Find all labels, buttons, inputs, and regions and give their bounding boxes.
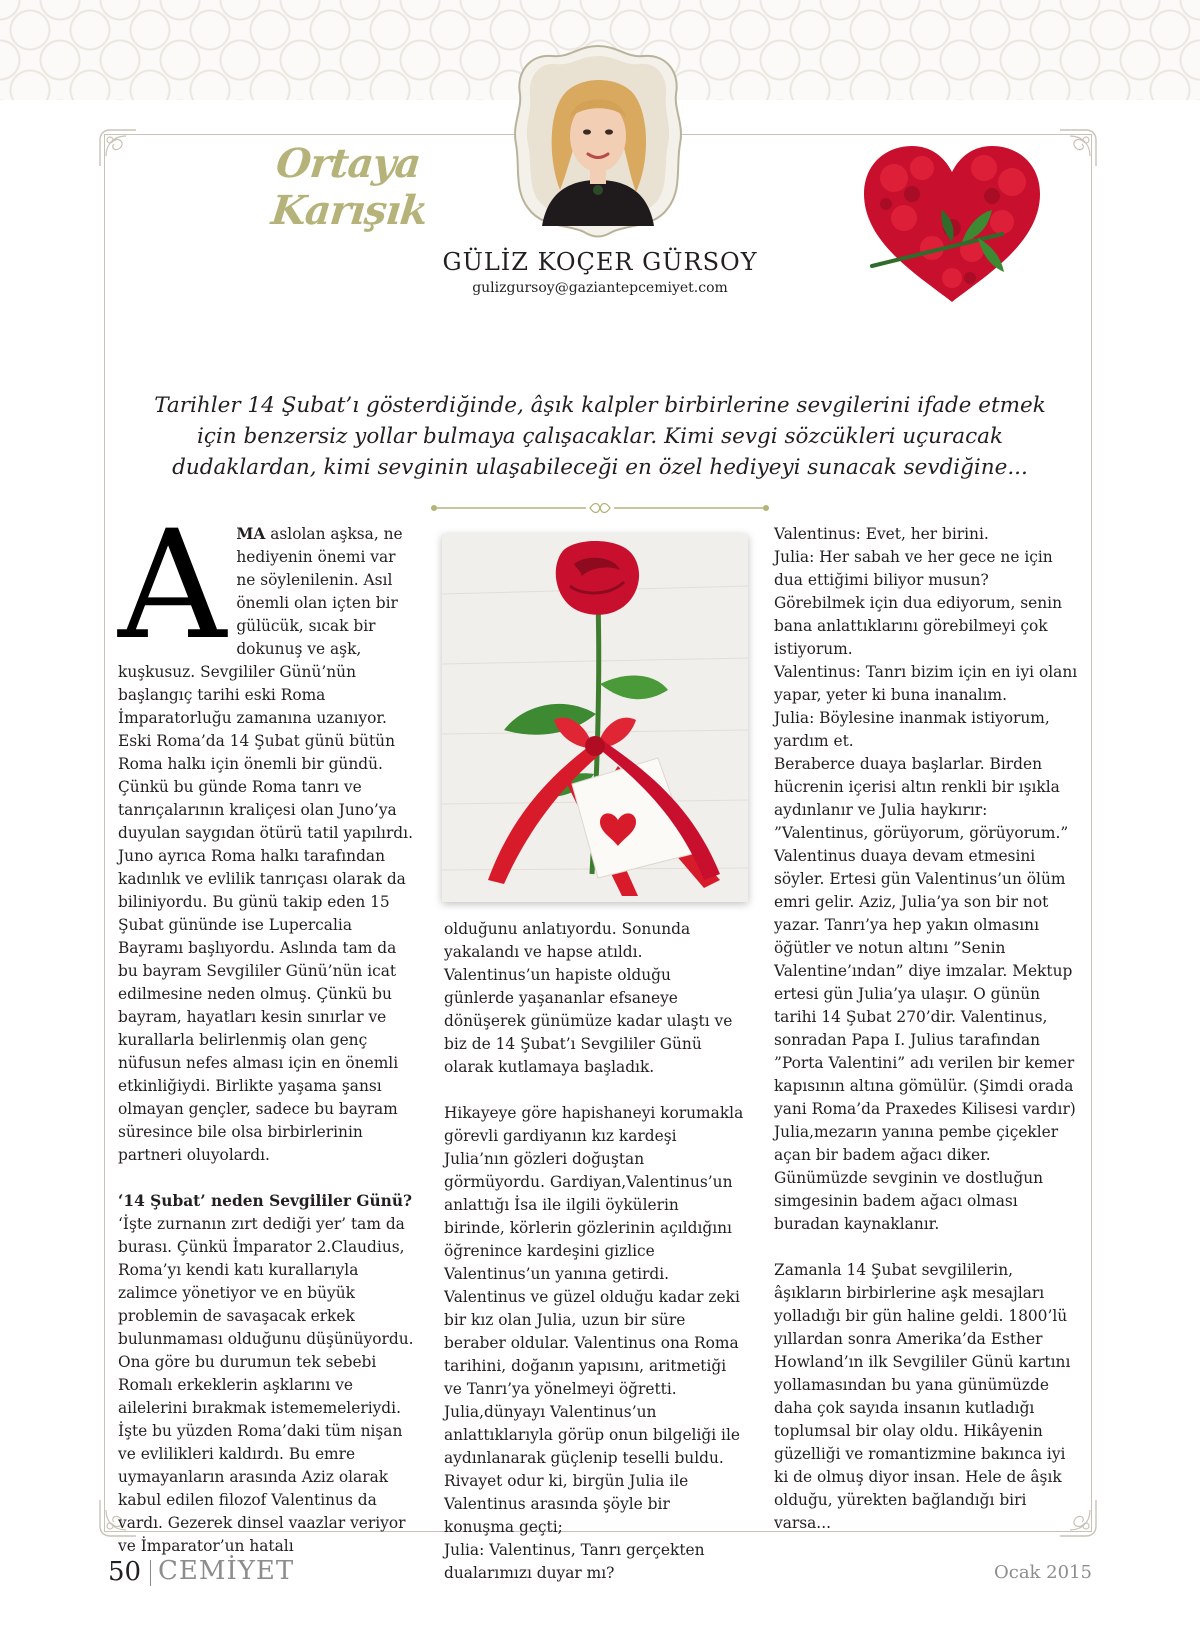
article-column-2 [444, 918, 744, 1582]
paragraph-text: aslolan aşksa, ne hediyenin önemi var ne söylenilenin. Asıl önemli olan içten bir gülücük, sıcak bir dokunuş ve aşk, kuşkusuz. Sevgililer Günü’nün başlangıç tarihi eski Roma İmparatorluğu zamanına uzanıyor. Eski Roma’da 14 Şubat günü bütün Roma halkı için önemli bir gündü. Çünkü bu günde Roma tanrı ve tanrıçalarının kraliçesi olan Juno’ya duyulan saygıdan ötürü tatil yapılırdı. Juno ayrıca Roma halkı tarafından kadınlık ve evlilik tanrıçası olarak da biliniyordu. Bu günü takip eden 15 Şubat gününde ise Lupercalia Bayramı başlıyordu. Aslında tam da bu bayram Sevgililer Günü’nün icat edilmesine neden olmuş. Çünkü bu bayram, hayatları kesin sınırlar ve kurallarla belirlenmiş olan genç nüfusun nefes alması için en önemli etkinliğiydi. Birlikte yaşama şansı olmayan gençler, sadece bu bayram süresince bile olsa birbirlerinin partneri oluyolardı. [118, 525, 413, 1164]
rose-photo [442, 534, 748, 902]
lead-word: MA [236, 525, 266, 543]
paragraph: olduğunu anlatıyordu. Sonunda yakalandı ve hapse atıldı. Valentinus’un hapiste olduğu günlerde yaşananlar efsaneye dönüşerek günümüze kadar ulaştı ve biz de 14 Şubat’ı Sevgililer Günü olarak kutlamaya başladık. [444, 920, 733, 1076]
paragraph: Julia: Böylesine inanmak istiyorum, yardım et. [774, 709, 1050, 750]
rose-petal-heart-icon [852, 138, 1052, 310]
corner-ornament-icon [96, 126, 140, 170]
paragraph: Zamanla 14 Şubat sevgililerin, âşıkların birbirlerine aşk mesajları yolladığı bir gün haline geldi. 1800’lü yıllardan sonra Amerika’da Esther Howland’ın ilk Sevgililer Günü kartını yollamasından bu yana günümüzde daha çok sayıda insanın kutladığı toplumsal bir olay oldu. Hikâyenin güzelliği ve romantizmine bakınca iyi ki de olmuş diyor insan. Hele de âşık olduğu, yürekten bağlandığı biri varsa... [774, 1261, 1071, 1532]
article-column-1 [118, 499, 418, 1555]
corner-ornament-icon [1056, 126, 1100, 170]
paragraph: ‘İşte zurnanın zırt dediği yer’ tam da burası. Çünkü İmparator 2.Claudius, Roma’yı kendi katı kurallarıyla zalimce yönetiyor ve en büyük problemin de savaşacak erkek bulunmaması olduğunu düşünüyordu. Ona göre bu durumun tek sebebi Romalı erkeklerin aşklarını ve ailelerini bırakmak istememeleriydi. İşte bu yüzden Roma’daki tüm nişan ve evlilikleri kaldırdı. Bu emre uymayanların arasında Aziz olarak kabul edilen filozof Valentinus da vardı. Gezerek dinsel vaazlar veriyor ve İmparator’un hatalı [118, 1215, 414, 1555]
paragraph: Valentinus: Tanrı bizim için en iyi olanı yapar, yeter ki buna inanalım. [774, 663, 1078, 704]
paragraph: Beraberce duaya başlarlar. Birden hücrenin içerisi altın renkli bir ışıkla aydınlanır ve Julia haykırır: ”Valentinus, görüyorum, görüyorum.” Valentinus duaya devam etmesini söyler. Ertesi gün Valentinus’un ölüm emri gelir. Aziz, Julia’ya son bir not yazar. Tanrı’ya hep yakın olmasını öğütler ve notun altını ”Senin Valentine’ından” diye imzalar. Mektup ertesi gün Julia’ya ulaşır. O günün tarihi 14 Şubat 270’dir. Valentinus, sonradan Papa I. Julius tarafından ”Porta Valentini” adı verilen bir kemer kapısının altına gömülür. (Şimdi orada yani Roma’da Praxedes Kilisesi vardır) Julia,mezarın yanına pembe çiçekler açan bir badem ağacı diker. Günümüzde sevginin ve dostluğun simgesinin badem ağacı olması buradan kaynaklanır. [774, 755, 1076, 1233]
paragraph: Hikayeye göre hapishaneyi korumakla görevli gardiyanın kız kardeşi Julia’nın gözleri doğuştan görmüyordu. Gardiyan,Valentinus’un anlattığı İsa ile ilgili öykülerin birinde, körlerin gözlerinin açıldığını öğrenince kardeşini gizlice Valentinus’un yanına getirdi. Valentinus ve güzel olduğu kadar zeki bir kız olan Julia, uzun bir süre beraber oldular. Valentinus ona Roma tarihini, doğanın yapısını, aritmetiği ve Tanrı’ya yönelmeyi öğretti. Julia,dünyayı Valentinus’un anlattıklarıyla görüp onun bilgeliği ile aydınlanarak güçlenip teselli buldu. Rivayet odur ki, birgün Julia ile Valentinus arasında şöyle bir konuşma geçti; [444, 1104, 744, 1536]
article-subheading: ‘14 Şubat’ neden Sevgililer Günü? [118, 1192, 413, 1210]
drop-cap: A [118, 499, 227, 673]
issue-date: Ocak 2015 [993, 1562, 1092, 1583]
author-name: GÜLİZ KOÇER GÜRSOY [442, 248, 758, 276]
magazine-name: CEMİYET [158, 1556, 295, 1586]
article-lead: Tarihler 14 Şubat’ı gösterdiğinde, âşık kalpler birbirlerine sevgilerini ifade etmek için benzersiz yollar bulmaya çalışacaklar. Kimi sevgi sözcükleri uçuracak dudaklardan, kimi sevginin ulaşabileceği en özel hediyeyi sunacak sevdiğine... [154, 393, 1046, 480]
article-column-3 [774, 523, 1080, 1532]
paragraph: Julia: Valentinus, Tanrı gerçekten dualarımızı duyar mı? [444, 1541, 705, 1582]
section-title: Ortaya Karışık [269, 140, 430, 234]
author-email: gulizgursoy@gaziantepcemiyet.com [472, 280, 728, 296]
paragraph: Valentinus: Evet, her birini. [774, 525, 989, 543]
author-portrait [508, 40, 688, 240]
page-number: 50 [108, 1557, 142, 1587]
ornamental-divider-icon [430, 500, 770, 516]
paragraph: Julia: Her sabah ve her gece ne için dua ettiğimi biliyor musun? Görebilmek için dua ediyorum, senin bana anlattıklarını görebilmeyi çok istiyorum. [774, 548, 1062, 658]
folio-divider [150, 1560, 151, 1586]
